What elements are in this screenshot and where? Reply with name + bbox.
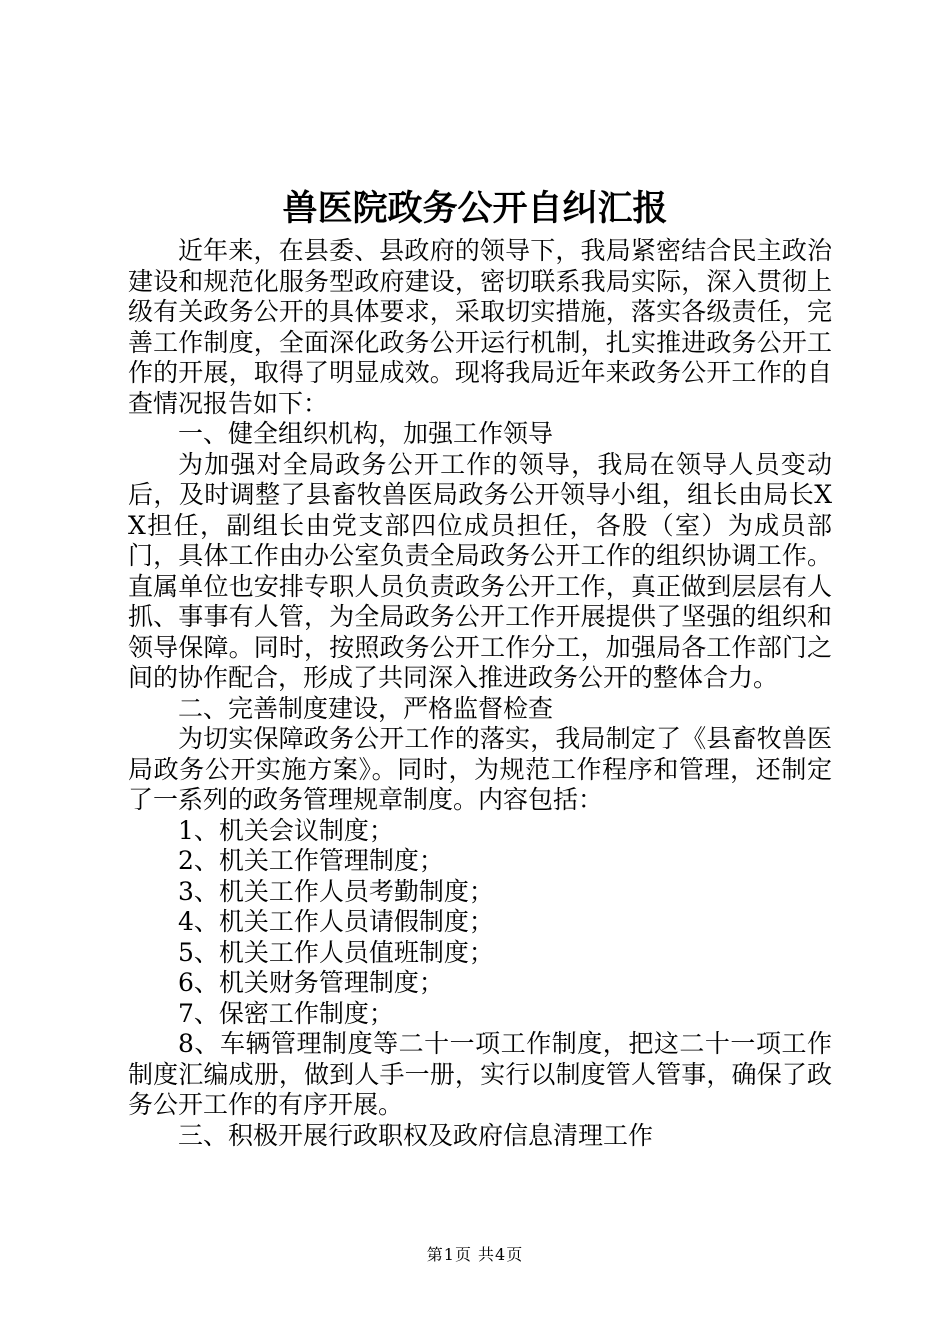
- section-heading-3: 三、积极开展行政职权及政府信息清理工作: [178, 1120, 654, 1150]
- page-footer: 第1页 共4页: [426, 1245, 524, 1264]
- list-item: 7、保密工作制度；: [178, 998, 394, 1028]
- list-item: 3、机关工作人员考勤制度；: [178, 876, 494, 906]
- section-2-paragraph: 为切实保障政务公开工作的落实，我局制定了《县畜牧兽医局政务公开实施方案》。同时，为规范工作程序和管理，还制定了一系列的政务管理规章制度。内容包括：: [128, 724, 832, 814]
- document-body: [128, 236, 832, 1151]
- list-item: 8、车辆管理制度等二十一项工作制度，把这二十一项工作制度汇编成册，做到人手一册，实行以制度管人管事，确保了政务公开工作的有序开展。: [128, 1029, 832, 1119]
- document-title: 兽医院政务公开自纠汇报: [282, 188, 668, 229]
- list-item: 4、机关工作人员请假制度；: [178, 907, 494, 936]
- list-item: 6、机关财务管理制度；: [178, 968, 444, 997]
- list-item: 2、机关工作管理制度；: [178, 846, 444, 875]
- section-heading-1: 一、健全组织机构，加强工作领导: [178, 419, 554, 448]
- section-heading-2: 二、完善制度建设，严格监督检查: [178, 693, 554, 723]
- list-item: 1、机关会议制度；: [178, 815, 394, 845]
- intro-paragraph: 近年来，在县委、县政府的领导下，我局紧密结合民主政治建设和规范化服务型政府建设，密切联系我局实际，深入贯彻上级有关政务公开的具体要求，采取切实措施，落实各级责任，完善工作制度，全面深化政务公开运行机制，扎实推进政务公开工作的开展，取得了明显成效。现将我局近年来政务公开工作的自查情况报告如下：: [128, 236, 832, 418]
- list-item: 5、机关工作人员值班制度；: [178, 937, 494, 967]
- section-1-paragraph: 为加强对全局政务公开工作的领导，我局在领导人员变动后，及时调整了县畜牧兽医局政务公开领导小组，组长由局长XX担任，副组长由党支部四位成员担任，各股（室）为成员部门，具体工作由办公室负责全局政务公开工作的组织协调工作。直属单位也安排专职人员负责政务公开工作，真正做到层层有人抓、事事有人管，为全局政务公开工作开展提供了坚强的组织和领导保障。同时，按照政务公开工作分工，加强局各工作部门之间的协作配合，形成了共同深入推进政务公开的整体合力。: [128, 449, 832, 692]
